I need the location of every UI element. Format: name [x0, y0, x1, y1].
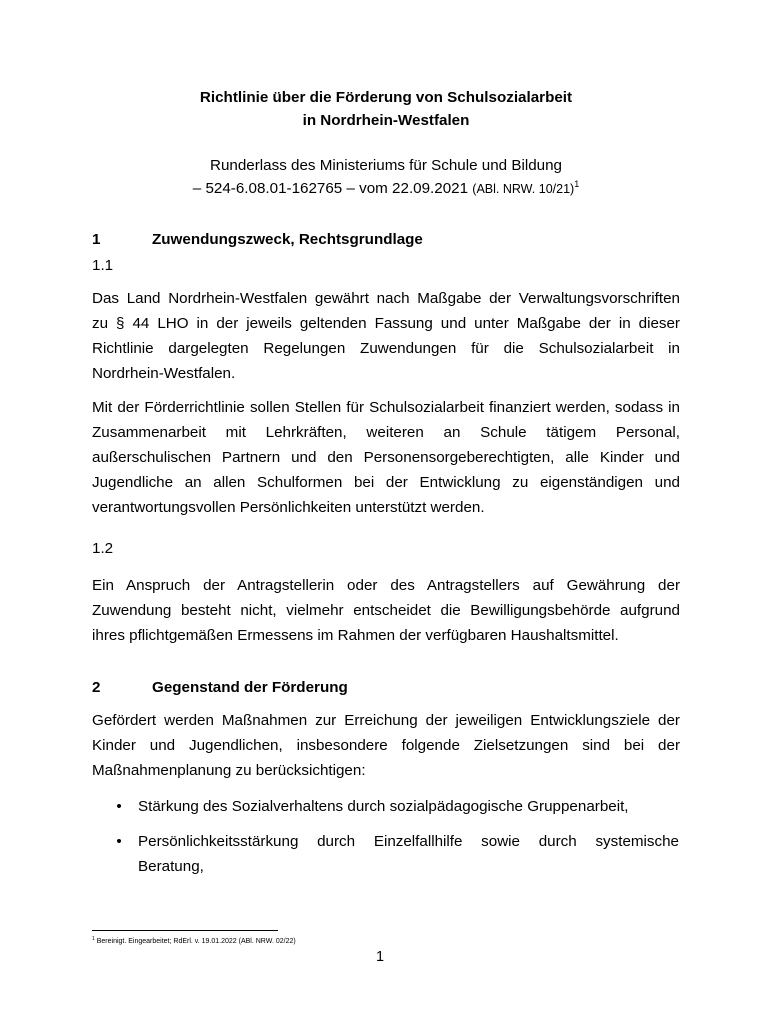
title-line: Richtlinie über die Förderung von Schulsozialarbeit — [199, 89, 573, 106]
paragraph-line: Richtlinie dargelegten Regelungen Zuwendungen für die Schulsozialarbeit in — [92, 340, 680, 357]
paragraph-line: Das Land Nordrhein-Westfalen gewährt nach Maßgabe der Verwaltungsvorschriften — [92, 290, 680, 307]
paragraph-line: außerschulischen Partnern und den Personensorgeberechtigten, alle Kinder und — [92, 449, 680, 466]
bullet-icon: • — [116, 833, 122, 850]
subtitle-reference-line — [92, 177, 680, 201]
list-item-line: Stärkung des Sozialverhaltens durch sozialpädagogische Gruppenarbeit, — [138, 798, 629, 815]
subsection-number: 1.2 — [92, 540, 114, 557]
list-item-line: Persönlichkeitsstärkung durch Einzelfallhilfe sowie durch systemische — [138, 833, 679, 850]
paragraph-line: Zuwendung besteht nicht, vielmehr entscheidet die Bewilligungsbehörde aufgrund — [92, 602, 680, 619]
paragraph — [92, 286, 680, 386]
page-number: 1 — [375, 949, 385, 965]
paragraph-line: Kinder und Jugendlichen, insbesondere folgende Zielsetzungen sind bei der — [92, 737, 680, 754]
paragraph-line: Mit der Förderrichtlinie sollen Stellen für Schulsozialarbeit finanziert werden, sodass in — [92, 399, 680, 416]
subsection-number: 1.1 — [92, 257, 114, 274]
paragraph-line: Gefördert werden Maßnahmen zur Erreichung der jeweiligen Entwicklungsziele der — [92, 712, 680, 729]
paragraph-line: Jugendliche an allen Schulformen bei der Entwicklung zu eigenständigen und — [92, 474, 680, 491]
paragraph-line: Ein Anspruch der Antragstellerin oder des Antragstellers auf Gewährung der — [92, 577, 680, 594]
footnote-separator — [92, 930, 278, 931]
bullet-icon: • — [116, 798, 122, 815]
paragraph-line: verantwortungsvollen Persönlichkeiten unterstützt werden. — [92, 499, 485, 516]
section-title: Gegenstand der Förderung — [152, 679, 348, 696]
decree-reference: – 524-6.08.01-162765 – vom 22.09.2021 — [192, 180, 473, 197]
footnote — [92, 936, 492, 947]
footnote-reference: 1 — [574, 179, 580, 189]
list-item — [92, 829, 680, 879]
footnote-marker: 1 — [92, 936, 95, 942]
paragraph-line: Nordrhein-Westfalen. — [92, 365, 236, 382]
paragraph-line: zu § 44 LHO in der jeweils geltenden Fassung und unter Maßgabe der in dieser — [92, 315, 680, 332]
section-title: Zuwendungszweck, Rechtsgrundlage — [152, 231, 423, 248]
section-heading — [92, 227, 680, 252]
paragraph — [92, 573, 680, 648]
footnote-text: Bereinigt. Eingearbeitet; RdErl. v. 19.01.2022 (ABl. NRW. 02/22) — [94, 938, 296, 945]
section-number: 1 — [92, 231, 101, 248]
publication-source: (ABl. NRW. 10/21) — [472, 182, 575, 196]
list-item-line: Beratung, — [138, 858, 204, 875]
title-line: in Nordrhein-Westfalen — [302, 112, 470, 129]
paragraph-line: Maßnahmenplanung zu berücksichtigen: — [92, 762, 366, 779]
list-item-text — [138, 794, 679, 819]
paragraph — [92, 708, 680, 783]
document-title — [92, 86, 680, 132]
paragraph-line: ihres pflichtgemäßen Ermessens im Rahmen der verfügbaren Haushaltsmittel. — [92, 627, 619, 644]
subtitle-line: Runderlass des Ministeriums für Schule und Bildung — [209, 157, 563, 174]
section-heading — [92, 675, 680, 700]
paragraph-line: Zusammenarbeit mit Lehrkräften, weiteren an Schule tätigem Personal, — [92, 424, 680, 441]
section-number: 2 — [92, 679, 101, 696]
paragraph — [92, 395, 680, 520]
document-subtitle — [92, 154, 680, 201]
list-item-text — [138, 829, 679, 879]
list-item — [92, 794, 680, 819]
